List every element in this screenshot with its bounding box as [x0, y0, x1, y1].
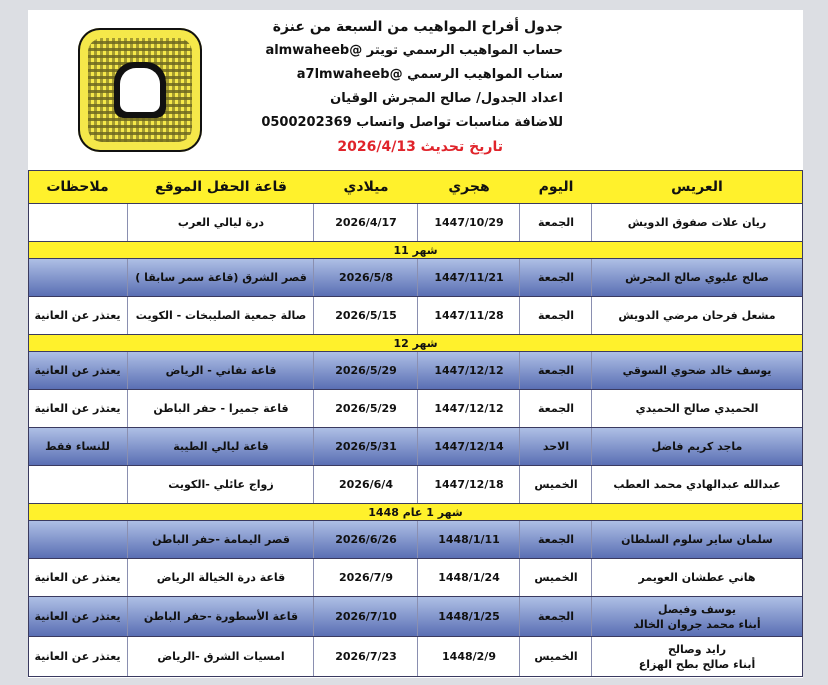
venue: قاعة درة الخيالة الرياض — [127, 559, 314, 596]
table-header — [28, 170, 803, 204]
twitter-line: حساب المواهيب الرسمي تويتر @almwaheeb — [265, 43, 563, 58]
col-day: اليوم — [538, 179, 574, 195]
groom: صالح عليوي صالح المجرش — [591, 259, 802, 296]
groom: هاني عطشان العويمر — [591, 559, 802, 596]
groom: عبدالله عبدالهادي محمد العطب — [591, 466, 802, 503]
hijri-date: 1447/10/29 — [417, 204, 520, 241]
groom: ريان علات صفوق الدويش — [591, 204, 802, 241]
groom-line-1: يوسف وفيصل — [658, 602, 736, 616]
groom-line-2: أبناء محمد جروان الخالد — [633, 617, 761, 631]
venue: قاعة تفاني - الرياض — [127, 352, 314, 389]
table-row — [28, 597, 803, 637]
table-row — [28, 428, 803, 466]
page-title: جدول أفراح المواهيب من السبعة من عنزة — [272, 19, 563, 35]
hijri-date: 1447/12/14 — [417, 428, 520, 465]
day: الخميس — [519, 637, 592, 676]
groom: يوسف خالد ضحوي السوقي — [591, 352, 802, 389]
day: الجمعة — [519, 204, 592, 241]
greg-date: 2026/4/17 — [313, 204, 418, 241]
notes: يعتذر عن العانية — [34, 570, 121, 584]
greg-date: 2026/6/26 — [313, 521, 418, 558]
hijri-date: 1447/12/12 — [417, 390, 520, 427]
greg-date: 2026/6/4 — [313, 466, 418, 503]
table-row — [28, 521, 803, 559]
venue: قاعة جميرا - حفر الباطن — [127, 390, 314, 427]
groom — [591, 637, 802, 676]
greg-date: 2026/7/10 — [313, 597, 418, 636]
day: الخميس — [519, 466, 592, 503]
greg-date: 2026/7/9 — [313, 559, 418, 596]
hijri-date: 1447/11/28 — [417, 297, 520, 334]
notes — [27, 259, 128, 296]
venue: درة ليالي العرب — [127, 204, 314, 241]
month-divider: شهر 12 — [28, 335, 803, 352]
notes: يعتذر عن العانية — [34, 363, 121, 377]
table-row — [28, 390, 803, 428]
groom: ماجد كريم فاضل — [591, 428, 802, 465]
col-venue: قاعة الحفل الموقع — [155, 179, 287, 195]
venue: زواج عائلي -الكويت — [127, 466, 314, 503]
groom: مشعل فرحان مرضي الدويش — [591, 297, 802, 334]
day: الجمعة — [519, 352, 592, 389]
table-row — [28, 352, 803, 390]
greg-date: 2026/5/29 — [313, 390, 418, 427]
table-row — [28, 466, 803, 504]
month-divider: شهر 11 — [28, 242, 803, 259]
schedule-table — [28, 170, 803, 677]
notes: يعتذر عن العانية — [34, 308, 121, 322]
day: الجمعة — [519, 597, 592, 636]
prepared-by-line: اعداد الجدول/ صالح المجرش الوقيان — [330, 91, 563, 106]
hijri-date: 1448/1/25 — [417, 597, 520, 636]
notes — [27, 521, 128, 558]
venue: قصر اليمامة -حفر الباطن — [127, 521, 314, 558]
venue: امسيات الشرق -الرياض — [127, 637, 314, 676]
day: الجمعة — [519, 521, 592, 558]
snap-line: سناب المواهيب الرسمي @a7lmwaheeb — [296, 67, 563, 82]
schedule-sheet — [28, 10, 803, 678]
notes — [27, 204, 128, 241]
greg-date: 2026/5/15 — [313, 297, 418, 334]
notes — [27, 466, 128, 503]
notes: يعتذر عن العانية — [34, 649, 121, 663]
notes: للنساء فقط — [45, 439, 110, 453]
col-groom: العريس — [671, 179, 723, 195]
notes: يعتذر عن العانية — [34, 401, 121, 415]
greg-date: 2026/5/29 — [313, 352, 418, 389]
table-row — [28, 204, 803, 242]
groom-line-1: رايد وصالح — [667, 642, 727, 656]
snapcode-icon — [78, 28, 202, 152]
col-hijri: هجري — [448, 179, 490, 195]
greg-date: 2026/5/31 — [313, 428, 418, 465]
table-row — [28, 637, 803, 677]
hijri-date: 1447/12/12 — [417, 352, 520, 389]
greg-date: 2026/7/23 — [313, 637, 418, 676]
venue: قاعة ليالي الطيبة — [127, 428, 314, 465]
groom — [591, 597, 802, 636]
day: الجمعة — [519, 297, 592, 334]
hijri-date: 1447/11/21 — [417, 259, 520, 296]
hijri-date: 1448/1/24 — [417, 559, 520, 596]
venue: صالة جمعية الصليبخات - الكويت — [127, 297, 314, 334]
hijri-date: 1448/1/11 — [417, 521, 520, 558]
groom: الحميدي صالح الحميدي — [591, 390, 802, 427]
groom: سلمان ساير سلوم السلطان — [591, 521, 802, 558]
update-date: تاريخ تحديث 2026/4/13 — [337, 139, 503, 155]
day: الخميس — [519, 559, 592, 596]
ghost-fill — [120, 68, 160, 112]
day: الجمعة — [519, 390, 592, 427]
venue: قصر الشرق (قاعة سمر سابقا ) — [127, 259, 314, 296]
table-row — [28, 297, 803, 335]
notes: يعتذر عن العانية — [34, 609, 121, 623]
hijri-date: 1448/2/9 — [417, 637, 520, 676]
hijri-date: 1447/12/18 — [417, 466, 520, 503]
day: الاحد — [519, 428, 592, 465]
table-row — [28, 559, 803, 597]
day: الجمعة — [519, 259, 592, 296]
groom-line-2: أبناء صالح بطح الهزاع — [638, 657, 756, 671]
month-divider: شهر 1 عام 1448 — [28, 504, 803, 521]
table-row — [28, 259, 803, 297]
venue: قاعة الأسطورة -حفر الباطن — [127, 597, 314, 636]
col-greg: ميلادي — [343, 179, 389, 195]
greg-date: 2026/5/8 — [313, 259, 418, 296]
contact-line: للاضافة مناسبات تواصل واتساب 0500202369 — [261, 115, 563, 130]
header — [28, 10, 803, 170]
col-notes: ملاحظات — [46, 179, 109, 195]
